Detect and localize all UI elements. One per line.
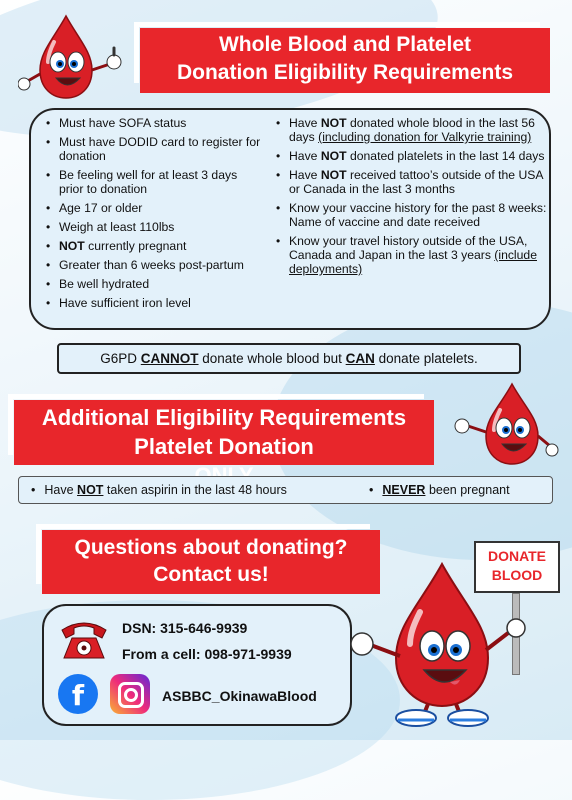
main-title-line1: Whole Blood and Platelet	[218, 33, 471, 56]
requirement-item	[289, 168, 547, 196]
requirement-text: Age 17 or older	[59, 201, 143, 215]
blood-drop-mascot-icon	[450, 382, 560, 468]
g6pd-can: CAN	[345, 351, 375, 366]
requirement-text: Be feeling well for at least 3 days prior to donation	[59, 168, 238, 196]
requirement-item	[289, 116, 547, 144]
sign-line2: BLOOD	[491, 567, 543, 583]
requirement-text: Must have DODID card to register for donation	[59, 135, 261, 163]
text: taken aspirin in the last 48 hours	[103, 483, 287, 497]
dsn-number[interactable]: DSN: 315-646-9939	[122, 620, 248, 636]
g6pd-text: G6PD	[100, 351, 141, 366]
requirement-item	[59, 296, 261, 310]
additional-requirements-banner	[14, 400, 434, 465]
requirement-text: Have	[289, 116, 321, 130]
cell-number[interactable]: From a cell: 098-971-9939	[122, 646, 292, 662]
requirement-text: donated whole blood in the last 56 days	[289, 116, 535, 144]
requirement-text: donated platelets in the last 14 days	[346, 149, 545, 163]
requirement-item	[289, 149, 547, 163]
requirement-emphasis: NOT	[320, 149, 347, 163]
requirement-text: Have sufficient iron level	[59, 296, 191, 310]
platelet-requirement-item	[369, 477, 510, 503]
requirement-emphasis: NOT	[320, 168, 347, 182]
questions-banner	[42, 530, 380, 594]
main-title-banner	[140, 28, 550, 93]
sign-line1: DONATE	[487, 548, 547, 564]
main-title-line2: Donation Eligibility Requirements	[176, 61, 514, 84]
requirement-text: Must have SOFA status	[59, 116, 187, 130]
requirement-item	[59, 220, 261, 234]
facebook-icon[interactable]: f	[58, 674, 98, 714]
blood-drop-mascot-icon	[18, 12, 130, 102]
text: been pregnant	[425, 483, 510, 497]
emphasis: NOT	[77, 483, 104, 497]
platelet-requirements-box	[18, 476, 553, 504]
g6pd-note	[57, 343, 521, 374]
emphasis: NEVER	[382, 483, 426, 497]
requirement-text: received tattoo’s outside of the USA or Canada in the last 3 months	[289, 168, 543, 196]
requirement-item	[289, 234, 547, 276]
g6pd-text: donate platelets.	[374, 351, 478, 366]
requirement-text: Have	[289, 149, 321, 163]
g6pd-cannot: CANNOT	[140, 351, 199, 366]
requirement-text: (including donation for Valkyrie training)	[318, 130, 532, 144]
instagram-icon[interactable]	[110, 674, 150, 714]
requirement-item	[59, 168, 261, 196]
requirement-item	[59, 258, 261, 272]
requirement-text: (include deployments)	[289, 248, 537, 276]
requirements-left-column	[41, 116, 261, 315]
requirement-text: Know your travel history outside of the USA, Canada and Japan in the last 3 years	[289, 234, 528, 262]
requirement-text: Greater than 6 weeks post-partum	[59, 258, 244, 272]
eligibility-requirements-box	[29, 108, 551, 330]
requirement-item	[59, 116, 261, 130]
requirement-item	[289, 201, 547, 229]
requirement-emphasis: NOT	[59, 239, 85, 253]
questions-line1: Questions about donating?	[74, 536, 348, 559]
requirement-item	[59, 239, 261, 253]
requirement-text: Have	[289, 168, 321, 182]
requirement-text: Know your vaccine history for the past 8 weeks: Name of vaccine and date received	[289, 201, 547, 229]
social-handle[interactable]: ASBBC_OkinawaBlood	[162, 688, 317, 704]
additional-title-text: Platelet Donation	[134, 434, 314, 459]
requirement-item	[59, 135, 261, 163]
blood-drop-mascot-icon	[350, 560, 530, 730]
requirements-right-column	[271, 116, 547, 281]
requirement-text: Weigh at least 110lbs	[59, 220, 175, 234]
requirement-text: currently pregnant	[84, 239, 187, 253]
requirement-text: Be well hydrated	[59, 277, 150, 291]
additional-title-line1: Additional Eligibility Requirements	[41, 405, 407, 430]
contact-box	[42, 604, 352, 726]
requirement-item	[59, 277, 261, 291]
platelet-requirement-item	[31, 477, 287, 503]
questions-line2: Contact us!	[153, 563, 269, 586]
requirement-emphasis: NOT	[320, 116, 347, 130]
requirement-item	[59, 201, 261, 215]
text: Have	[44, 483, 78, 497]
telephone-icon	[58, 616, 110, 662]
g6pd-text: donate whole blood but	[198, 351, 346, 366]
